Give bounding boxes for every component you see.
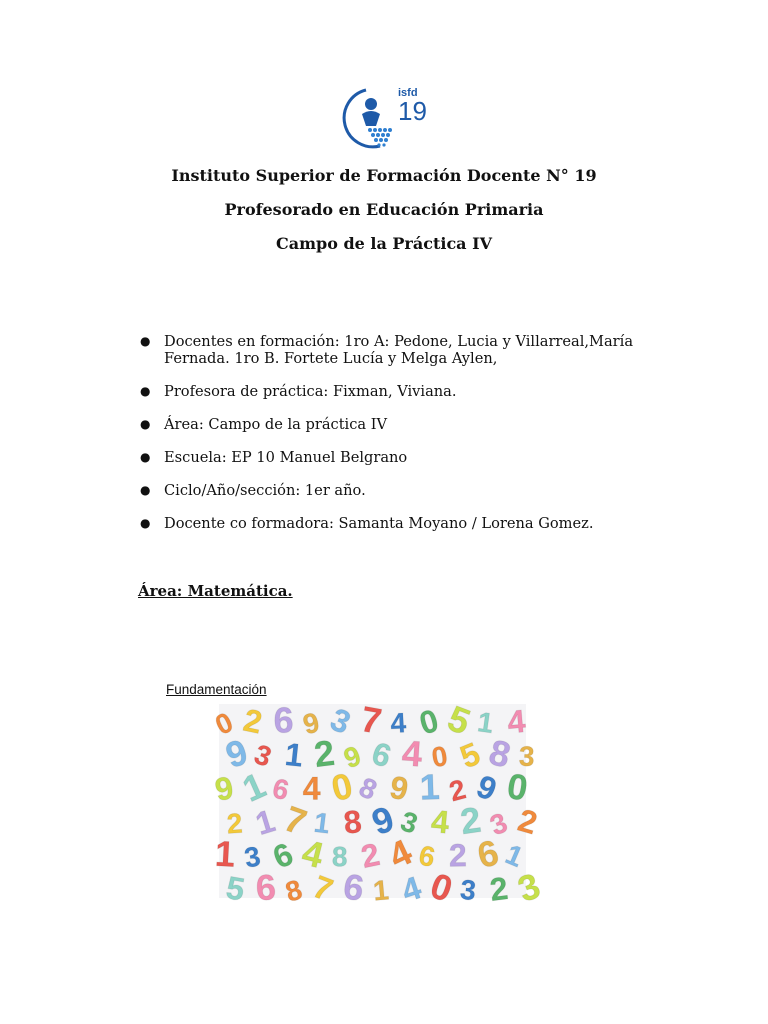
docentes-line1: Docentes en formación: 1ro A: Pedone, Lucia y Villarreal,María <box>164 333 634 350</box>
list-item-area <box>138 416 678 433</box>
decorative-number: 9 <box>211 769 237 808</box>
decorative-number: 3 <box>485 806 512 842</box>
list-item-ciclo <box>138 482 678 499</box>
decorative-number: 8 <box>341 803 364 841</box>
decorative-number: 4 <box>505 702 527 741</box>
colorful-numbers-image <box>210 697 546 910</box>
decorative-number: 0 <box>429 740 450 774</box>
decorative-number: 4 <box>298 831 328 877</box>
decorative-number: 3 <box>242 840 263 874</box>
decorative-number: 2 <box>457 798 484 842</box>
decorative-number: 0 <box>327 764 357 810</box>
bullet-icon: ● <box>140 483 151 497</box>
bullet-icon: ● <box>140 417 151 431</box>
course-title: Campo de la Práctica IV <box>275 234 493 253</box>
decorative-number: 6 <box>254 866 277 909</box>
bullet-icon: ● <box>140 450 151 464</box>
decorative-number: 9 <box>471 767 502 808</box>
decorative-number: 1 <box>371 874 391 907</box>
decorative-number: 1 <box>501 838 528 873</box>
decorative-number: 4 <box>400 732 424 775</box>
decorative-number: 7 <box>357 697 385 742</box>
decorative-number: 5 <box>223 869 248 908</box>
list-item-docentes <box>138 333 678 367</box>
decorative-number: 2 <box>311 731 337 775</box>
decorative-number: 5 <box>454 735 485 776</box>
decorative-number: 2 <box>448 837 468 874</box>
decorative-number: 6 <box>269 772 292 807</box>
decorative-number: 5 <box>442 697 476 743</box>
decorative-number: 3 <box>250 738 276 773</box>
decorative-number: 9 <box>366 797 399 843</box>
decorative-number: 0 <box>425 864 458 910</box>
info-list <box>138 333 678 548</box>
coformadora-text: Docente co formadora: Samanta Moyano / Lorena Gomez. <box>164 515 594 532</box>
decorative-number: 3 <box>512 864 546 910</box>
logo-text: isfd <box>398 87 418 99</box>
decorative-number: 1 <box>236 764 272 810</box>
decorative-number: 1 <box>418 765 441 808</box>
decorative-number: 2 <box>225 807 244 840</box>
decorative-number: 8 <box>354 771 382 807</box>
decorative-number: 9 <box>299 706 323 741</box>
decorative-number: 1 <box>251 802 279 842</box>
decorative-number: 3 <box>518 740 536 773</box>
decorative-number: 9 <box>220 730 253 777</box>
area-heading: Área: Matemática. <box>138 582 293 600</box>
list-item-coformadora <box>138 515 678 532</box>
decorative-number: 6 <box>273 699 294 741</box>
decorative-number: 3 <box>397 805 422 840</box>
bullet-icon: ● <box>140 334 151 348</box>
decorative-number: 4 <box>302 770 321 807</box>
decorative-number: 4 <box>429 802 451 841</box>
decorative-number: 1 <box>213 832 237 875</box>
decorative-number: 3 <box>325 700 356 741</box>
program-title: Profesorado en Educación Primaria <box>224 200 544 219</box>
decorative-number: 0 <box>504 764 531 809</box>
decorative-number: 2 <box>240 701 266 741</box>
decorative-number: 6 <box>340 865 367 909</box>
decorative-number: 1 <box>475 706 496 740</box>
decorative-number: 0 <box>210 706 238 741</box>
decorative-number: 8 <box>484 731 515 776</box>
decorative-number: 7 <box>308 868 338 909</box>
isfd-19-logo <box>340 82 430 150</box>
decorative-number: 2 <box>487 869 510 908</box>
decorative-number: 0 <box>415 701 443 742</box>
escuela-text: Escuela: EP 10 Manuel Belgrano <box>164 449 408 466</box>
decorative-number: 4 <box>397 869 426 909</box>
decorative-number: 2 <box>357 835 383 875</box>
decorative-number: 6 <box>473 831 503 877</box>
profesora-text: Profesora de práctica: Fixman, Viviana. <box>164 383 457 400</box>
decorative-number: 6 <box>416 839 438 873</box>
logo-number: 19 <box>398 96 427 126</box>
list-item-profesora <box>138 383 678 400</box>
decorative-number: 7 <box>278 797 312 844</box>
area-text: Área: Campo de la práctica IV <box>164 416 388 433</box>
decorative-number: 2 <box>514 801 542 842</box>
decorative-number: 4 <box>382 830 418 877</box>
decorative-number: 6 <box>367 734 396 775</box>
decorative-number: 9 <box>339 739 365 775</box>
institute-title: Instituto Superior de Formación Docente N° 19 <box>171 166 597 185</box>
ciclo-text: Ciclo/Año/sección: 1er año. <box>164 482 366 499</box>
decorative-number: 4 <box>389 707 407 739</box>
bullet-icon: ● <box>140 384 151 398</box>
decorative-number: 8 <box>282 873 306 908</box>
decorative-number: 8 <box>331 841 348 873</box>
decorative-number: 1 <box>283 735 305 774</box>
docentes-line2: Fernada. 1ro B. Fortete Lucía y Melga Aylen, <box>164 350 498 367</box>
fundamentacion-heading: Fundamentación <box>166 682 267 697</box>
decorative-number: 6 <box>267 835 299 876</box>
decorative-number: 2 <box>445 773 469 808</box>
decorative-number: 3 <box>458 873 478 907</box>
decorative-number: 1 <box>312 806 332 840</box>
decorative-number: 9 <box>386 768 412 808</box>
list-item-escuela <box>138 449 678 466</box>
bullet-icon: ● <box>140 516 151 530</box>
